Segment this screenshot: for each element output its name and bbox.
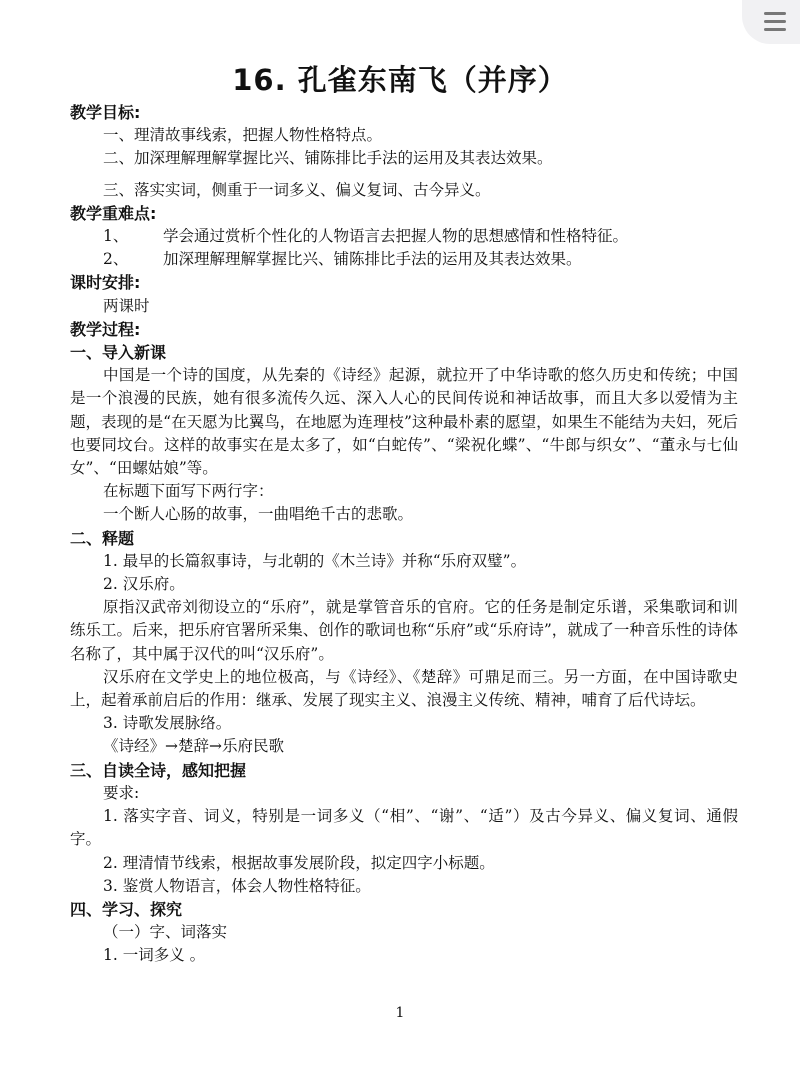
- objective-item: 二、加深理解理解掌握比兴、铺陈排比手法的运用及其表达效果。: [103, 149, 553, 168]
- document-body: [70, 101, 738, 968]
- section-heading: 二、释题: [70, 528, 135, 548]
- list-item: 《诗经》→楚辞→乐府民歌: [103, 737, 284, 756]
- objective-item: 一、理清故事线索，把握人物性格特点。: [103, 126, 383, 145]
- menu-icon[interactable]: [742, 0, 800, 44]
- page-number: 1: [395, 1005, 405, 1021]
- section-heading: 一、导入新课: [70, 343, 167, 363]
- list-item: （一）字、词落实: [103, 923, 228, 942]
- key-point-number: 2、: [103, 250, 129, 269]
- list-item: 1. 最早的长篇叙事诗，与北朝的《木兰诗》并称“乐府双璧”。: [103, 551, 527, 570]
- section-heading: 四、学习、探究: [70, 899, 183, 919]
- page-title: 16. 孔雀东南飞（并序）: [232, 63, 568, 97]
- list-item: 2. 汉乐府。: [103, 575, 185, 594]
- key-points-heading: 教学重难点:: [70, 203, 157, 223]
- schedule-heading: 课时安排:: [70, 273, 141, 293]
- list-item: 1. 落实字音、词义，特别是一词多义（“相”、“谢”、“适”）及古今异义、偏义复词、通假字。: [70, 807, 738, 849]
- paragraph: 汉乐府在文学史上的地位极高，与《诗经》、《楚辞》可鼎足而三。另一方面，在中国诗歌史上，起着承前启后的作用：继承、发展了现实主义、浪漫主义传统、精神，哺育了后代诗坛。: [70, 667, 738, 710]
- section-heading: 三、自读全诗，感知把握: [70, 760, 247, 780]
- list-item: 3. 鉴赏人物语言，体会人物性格特征。: [103, 876, 371, 895]
- key-point-number: 1、: [103, 227, 129, 246]
- key-point-text: 学会通过赏析个性化的人物语言去把握人物的思想感情和性格特征。: [163, 227, 629, 246]
- paragraph: 一个断人心肠的故事，一曲唱绝千古的悲歌。: [103, 505, 414, 524]
- schedule-value: 两课时: [103, 296, 150, 315]
- list-item: 要求:: [103, 783, 140, 802]
- list-item: 3. 诗歌发展脉络。: [103, 714, 232, 733]
- paragraph: 中国是一个诗的国度，从先秦的《诗经》起源，就拉开了中华诗歌的悠久历史和传统；中国是一个浪漫的民族，她有很多流传久远、深入人心的民间传说和神话故事，而且大多以爱情为主题，表现的是“在天愿为比翼鸟，在地愿为连理枝”这种最朴素的愿望，如果生不能结为夫妇，死后也要同坟台。这样的故事实在是太多了，如“白蛇传”、“梁祝化蝶”、“牛郎与织女”、“董永与七仙女”、“田螺姑娘”等。: [70, 366, 738, 478]
- key-point-item: [70, 248, 738, 271]
- list-item: 2. 理清情节线索，根据故事发展阶段，拟定四字小标题。: [103, 853, 495, 872]
- objective-item: 三、落实实词，侧重于一词多义、偏义复词、古今异义。: [103, 180, 491, 199]
- objectives-heading: 教学目标:: [70, 103, 141, 122]
- list-item: 1. 一词多义 。: [103, 946, 206, 965]
- key-point-text: 加深理解理解掌握比兴、铺陈排比手法的运用及其表达效果。: [163, 250, 582, 269]
- key-point-item: [70, 225, 738, 248]
- paragraph: 在标题下面写下两行字：: [103, 482, 274, 501]
- paragraph: 原指汉武帝刘彻设立的“乐府”，就是掌管音乐的官府。它的任务是制定乐谱，采集歌词和训练乐工。后来，把乐府官署所采集、创作的歌词也称“乐府”或“乐府诗”，就成了一种音乐性的诗体名称了，其中属于汉代的叫“汉乐府”。: [70, 598, 738, 663]
- process-heading: 教学过程:: [70, 319, 141, 339]
